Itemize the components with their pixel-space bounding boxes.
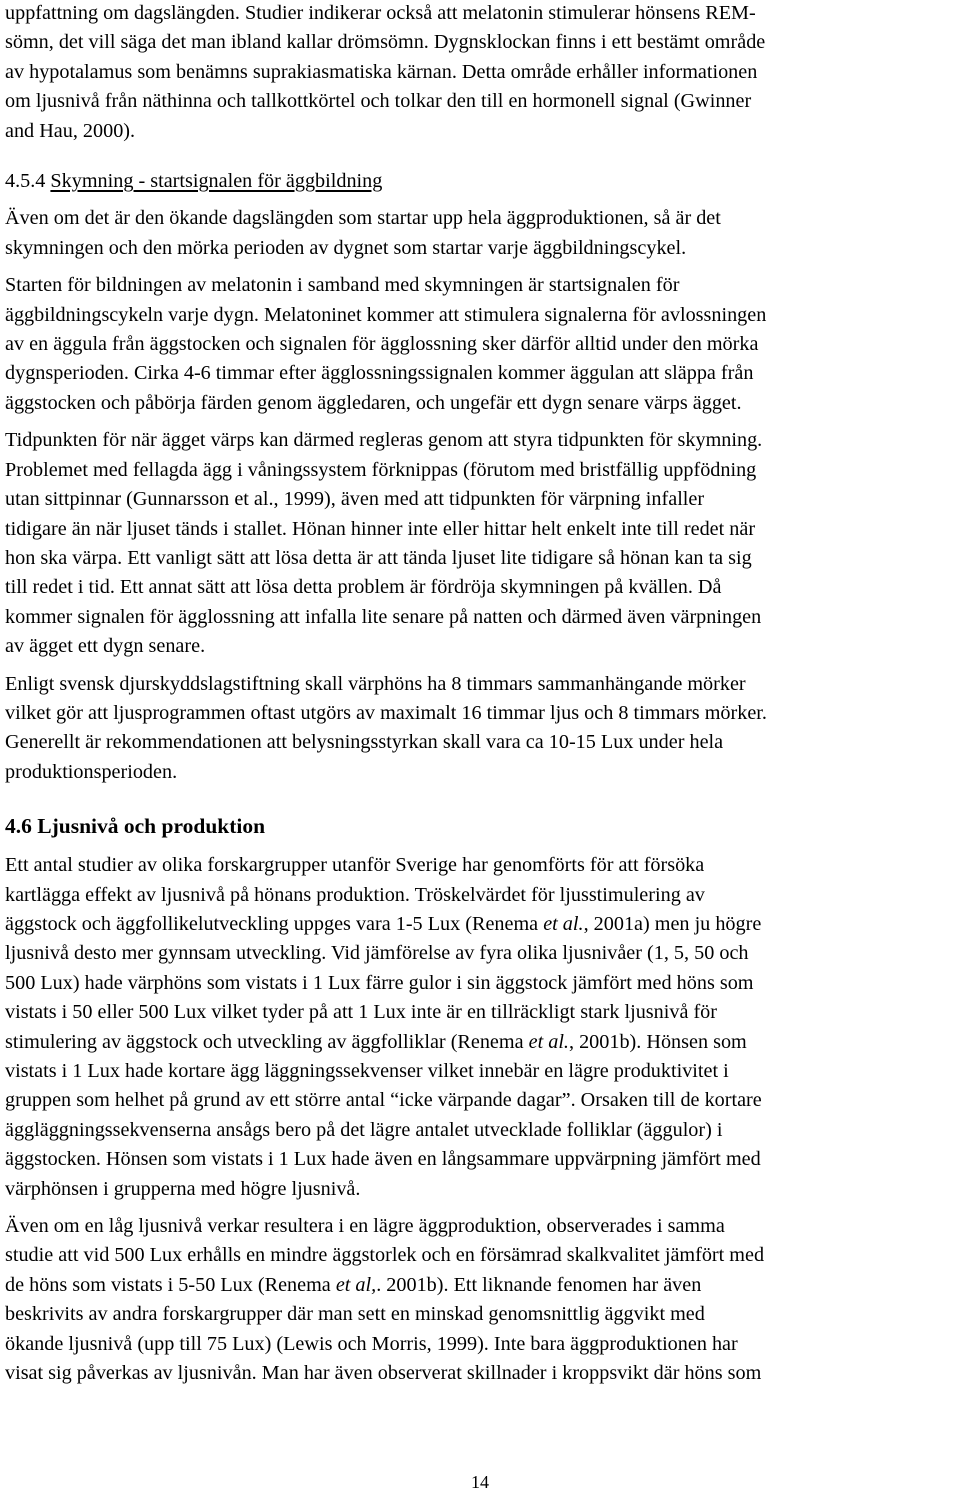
text-line: sömn, det vill säga det man ibland kallar drömsömn. Dygnsklockan finns i ett bestämt område: [5, 31, 766, 54]
text-line: Även om en låg ljusnivå verkar resultera i en lägre äggproduktion, observerades i samma: [5, 1215, 725, 1238]
text-line: hon ska värpa. Ett vanligt sätt att lösa detta är att tända ljuset lite tidigare så hönan kan ta sig: [5, 546, 752, 569]
text-line: tidigare än när ljuset tänds i stallet. Hönan hinner inte eller hittar helt enkelt inte till redet när: [5, 517, 756, 540]
text-line: Problemet med fellagda ägg i våningssystem förknippas (förutom med bristfällig uppfödning: [5, 458, 757, 481]
text-line: studie att vid 500 Lux erhålls en mindre äggstorlek och en försämrad skalkvalitet jämfört med: [5, 1244, 765, 1267]
text-line: kartlägga effekt av ljusnivå på hönans produktion. Tröskelvärdet för ljusstimulering av: [5, 883, 705, 906]
text-line: äggläggningssekvenserna ansågs bero på det lägre antalet utvecklade folliklar (äggulor) i: [5, 1118, 723, 1141]
text-line: om ljusnivå från näthinna och tallkottkörtel och tolkar den till en hormonell signal (Gwinner: [5, 90, 752, 113]
text-line: gruppen som helhet på grund av ett större antal “icke värpande dagar”. Orsaken till de kortare: [5, 1089, 762, 1112]
intro-paragraph: [5, 0, 957, 146]
document-page: [5, 0, 957, 1388]
text-line: till redet i tid. Ett annat sätt att lösa detta problem är fördröja skymningen på kvällen. Då: [5, 576, 722, 599]
text-line: and Hau, 2000).: [5, 119, 136, 142]
page-number: 14: [471, 1472, 489, 1492]
text-line: ljusnivå desto mer gynnsam utveckling. Vid jämförelse av fyra olika ljusnivåer (1, 5, 50 och: [5, 942, 749, 965]
paragraph: [5, 851, 957, 1204]
paragraph: [5, 670, 957, 788]
italic-citation: et al.: [528, 1030, 569, 1053]
text-line: Ett antal studier av olika forskargrupper utanför Sverige har genomförts för att försöka: [5, 854, 705, 877]
text-line: vistats i 50 eller 500 Lux vilket tyder på att 1 Lux inte är en tillräckligt stark ljusnivå för: [5, 1001, 717, 1024]
italic-citation: et al.: [543, 912, 584, 935]
text-line: vilket gör att ljusprogrammen oftast utgörs av maximalt 16 timmar ljus och 8 timmars mörker.: [5, 701, 767, 724]
text-run: äggstock och äggfollikelutveckling uppges vara 1-5 Lux (Renema: [5, 912, 544, 935]
text-line: Tidpunkten för när ägget värps kan därmed regleras genom att styra tidpunkten för skymning.: [5, 429, 763, 452]
text-line: utan sittpinnar (Gunnarsson et al., 1999), även med att tidpunkten för värpning infaller: [5, 488, 705, 511]
paragraph: [5, 426, 957, 661]
text-line: Generellt är rekommendationen att belysningsstyrkan skall vara ca 10-15 Lux under hela: [5, 731, 724, 754]
text-line: [5, 1028, 957, 1057]
text-run: stimulering av äggstock och utveckling av äggfolliklar (Renema: [5, 1030, 529, 1053]
text-line: visat sig påverkas av ljusnivån. Man har även observerat skillnader i kroppsvikt där höns som: [5, 1362, 762, 1385]
text-run: , 2001b). Hönsen som: [568, 1030, 747, 1053]
text-line: uppfattning om dagslängden. Studier indikerar också att melatonin stimulerar hönsens REM-: [5, 2, 756, 24]
text-line: kommer signalen för ägglossning att infalla lite senare på natten och därmed även värpningen: [5, 605, 762, 628]
text-run: de höns som vistats i 5-50 Lux (Renema: [5, 1273, 336, 1296]
text-run: . 2001b). Ett liknande fenomen har även: [376, 1273, 702, 1296]
text-line: dygnsperioden. Cirka 4-6 timmar efter ägglossningssignalen kommer äggulan att släppa från: [5, 362, 754, 385]
text-line: [5, 1271, 957, 1300]
text-line: Även om det är den ökande dagslängden som startar upp hela äggproduktionen, så är det: [5, 207, 721, 230]
section-heading-4-5-4: [5, 167, 957, 196]
text-line: produktionsperioden.: [5, 760, 178, 783]
text-line: [5, 910, 957, 939]
text-line: skymningen och den mörka perioden av dygnet som startar varje äggbildningscykel.: [5, 236, 687, 259]
text-line: Enligt svensk djurskyddslagstiftning skall värphöns ha 8 timmars sammanhängande mörker: [5, 672, 746, 695]
paragraph: [5, 204, 957, 263]
section-title: Skymning - startsignalen för äggbildning: [50, 170, 383, 193]
text-line: av ägget ett dygn senare.: [5, 635, 206, 658]
section-heading-4-6: 4.6 Ljusnivå och produktion: [5, 814, 266, 839]
section-number: 4.5.4: [5, 170, 46, 193]
text-line: värphönsen i grupperna med högre ljusnivå.: [5, 1177, 361, 1200]
italic-citation: et al,: [335, 1273, 377, 1296]
text-line: äggbildningscykeln varje dygn. Melatoninet kommer att stimulera signalerna för avlossningen: [5, 303, 767, 326]
text-line: av hypotalamus som benämns suprakiasmatiska kärnan. Detta område erhåller informationen: [5, 60, 758, 83]
paragraph: [5, 271, 957, 418]
text-line: vistats i 1 Lux hade kortare ägg läggningssekvenser vilket innebär en lägre produktivitet i: [5, 1060, 729, 1082]
text-line: äggstocken. Hönsen som vistats i 1 Lux hade även en långsammare uppvärpning jämfört med: [5, 1148, 761, 1171]
text-run: , 2001a) men ju högre: [583, 912, 762, 935]
text-line: 500 Lux) hade värphöns som vistats i 1 Lux färre gulor i sin äggstock jämfört med höns som: [5, 971, 754, 994]
text-line: ökande ljusnivå (upp till 75 Lux) (Lewis och Morris, 1999). Inte bara äggproduktionen har: [5, 1332, 738, 1355]
text-line: äggstocken och påbörja färden genom äggledaren, och ungefär ett dygn senare värps ägget.: [5, 391, 742, 414]
text-line: Starten för bildningen av melatonin i samband med skymningen är startsignalen för: [5, 274, 680, 297]
paragraph: [5, 1212, 957, 1388]
text-line: av en äggula från äggstocken och signalen för ägglossning sker därför alltid under den mörka: [5, 333, 759, 356]
text-line: beskrivits av andra forskargrupper där man sett en minskad genomsnittlig äggvikt med: [5, 1303, 705, 1326]
